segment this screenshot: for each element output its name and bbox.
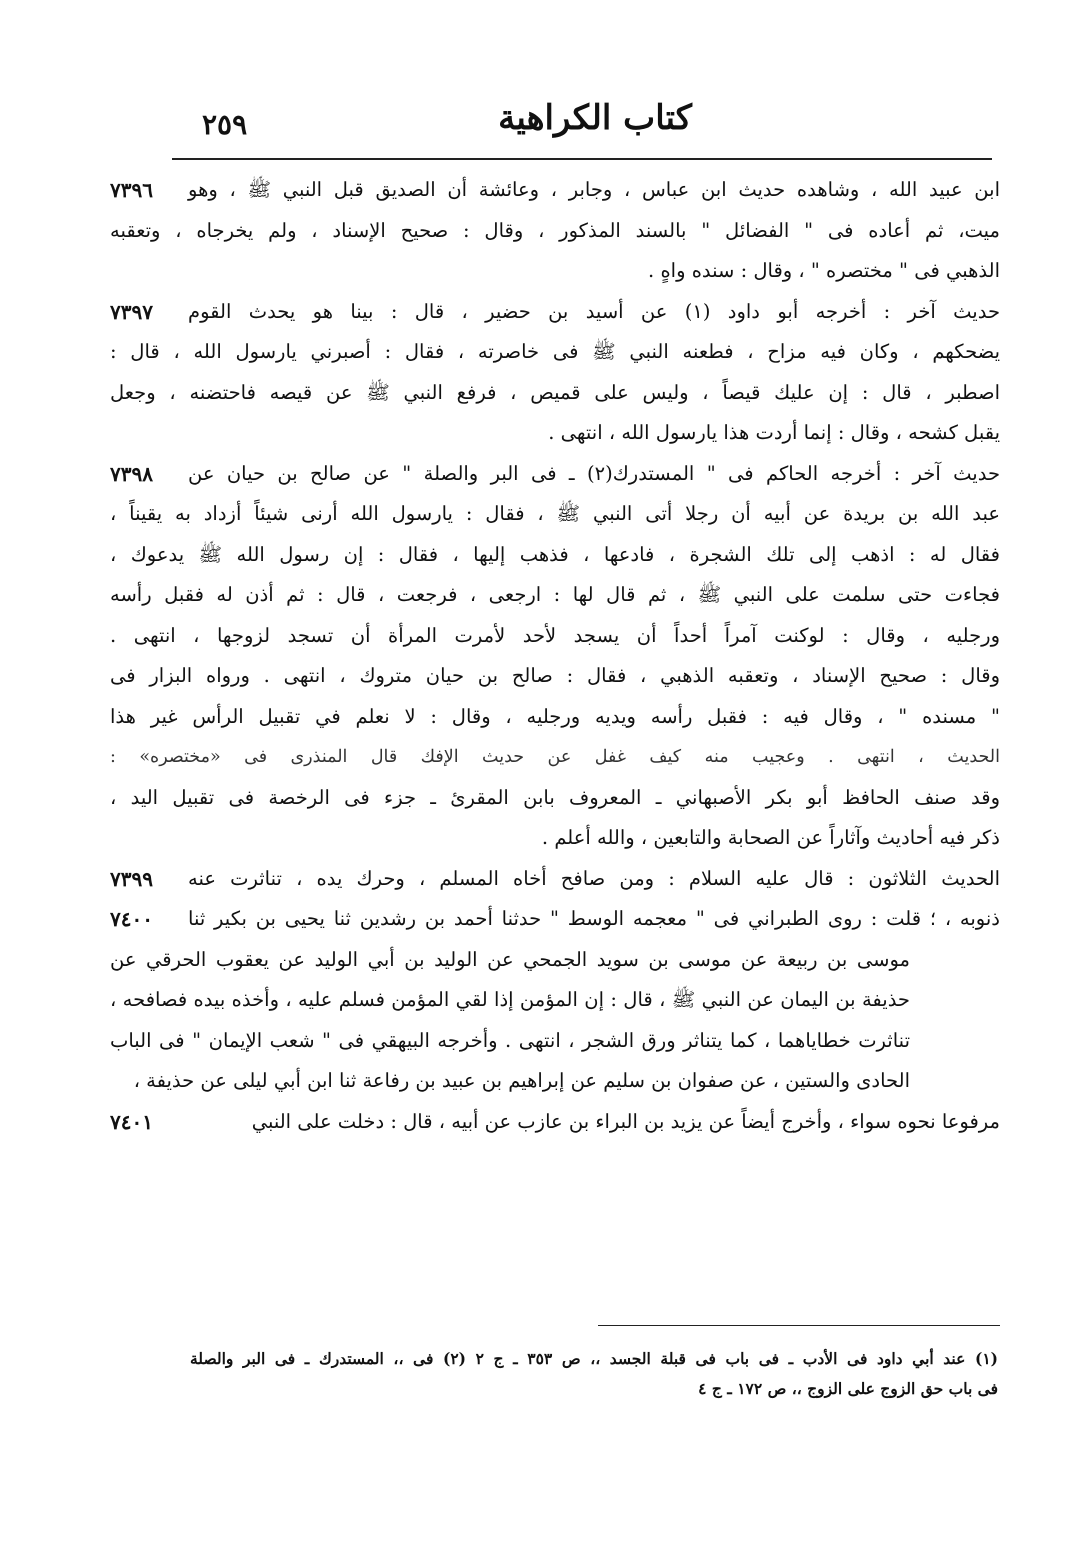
text-line [110,1061,910,1102]
text-line [110,292,1000,333]
line-text: تناثرت خطاياهما ، كما يتناثر ورق الشجر ، انتهى . وأخرجه البيهقي فى " شعب الإيمان " فى الباب [110,1028,910,1052]
line-text: ابن عبيد الله ، وشاهده حديث ابن عباس ، وجابر ، وعائشة أن الصديق قبل النبي ﷺ ، وهو [188,178,1000,201]
text-line [110,170,1000,211]
line-text: اصطبر ، قال : إن عليك قيصاً ، وليس على قميص ، فرفع النبي ﷺ عن قيصه فاحتضنه ، وجعل [110,380,1000,404]
text-line [110,859,1000,900]
line-text: يقبل كشحه ، وقال : إنما أردت هذا يارسول الله ، انتهى . [548,421,1000,444]
footnote-line: فى باب حق الزوج على الزوج ،، ص ١٧٢ ـ ج ٤ [698,1379,998,1398]
line-text: حديث آخر : أخرجه الحاكم فى " المستدرك(٢) ـ فى البر والصلة " عن صالح بن حيان عن [188,461,1000,485]
text-line [110,211,1000,252]
text-line [110,980,910,1021]
hadith-number: ٧٤٠١ [110,1109,153,1134]
line-text: الحادى والستين ، عن صفوان بن سليم عن إبراهيم بن عبيد بن رفاعة ثنا ابن أبي ليلى عن حذيفة ، [133,1069,910,1092]
line-text: حديث آخر : أخرجه أبو داود (١) عن أسيد بن حضير ، قال : بينا هو يحدث القوم [188,299,1000,323]
line-text: " مسنده " ، وقال فيه : فقبل رأسه ويديه ورجليه ، وقال : لا نعلم في تقبيل الرأس غير هذا [110,704,1000,728]
text-line [110,818,1000,859]
header-rule [172,158,992,160]
text-line [110,251,1000,292]
footnote-line: (١) عند أبي داود فى الأدب ـ فى باب فى قبلة الجسد ،، ص ٣٥٣ ـ ج ٢ (٢) فى ،، المستدرك ـ فى البر والصلة [190,1349,998,1368]
line-text: الحديث الثلاثون : قال عليه السلام : ومن صافح أخاه المسلم ، وحرك يده ، تناثرت عنه [188,866,1000,890]
hadith-number: ٧٣٩٧ [110,299,153,324]
line-text: مرفوعا نحوه سواء ، وأخرج أيضاً عن يزيد بن البراء بن عازب عن أبيه ، قال : دخلت على النبي [251,1109,1000,1133]
hadith-number: ٧٣٩٨ [110,461,153,486]
line-text: الحديث ، انتهى . وعجيب منه كيف غفل عن حديث الإفك قال المنذرى فى «مختصره» : [110,747,1000,767]
page-number: ٢٥٩ [202,108,248,141]
text-line [110,697,1000,738]
hadith-number: ٧٤٠٠ [110,907,153,931]
line-text: الذهبي فى " مختصره " ، وقال : سنده واهٍ . [648,259,1000,282]
line-text: ذكر فيه أحاديث وآثاراً عن الصحابة والتابعين ، والله أعلم . [541,826,1000,849]
line-text: وقال : صحيح الإسناد ، وتعقبه الذهبي ، فقال : صالح بن حيان متروك ، انتهى . ورواه البزار فى [110,664,1000,687]
line-text: فقال له : اذهب إلى تلك الشجرة ، فادعها ، فذهب إليها ، فقال : إن رسول الله ﷺ يدعوك ، [110,542,1000,566]
text-line [110,413,1000,454]
line-text: وقد صنف الحافظ أبو بكر الأصبهاني ـ المعروف بابن المقرئ ـ جزء فى الرخصة فى تقبيل اليد ، [110,785,1000,809]
footnotes [190,1344,998,1404]
line-text: عبد الله بن بريدة عن أبيه أن رجلا أتى النبي ﷺ ، فقال : يارسول الله أرنى شيئاً أزداد به يقيناً ، [110,502,1000,525]
page-header [172,96,992,154]
line-text: حذيفة بن اليمان عن النبي ﷺ ، قال : إن المؤمن إذا لقي المؤمن فسلم عليه ، وأخذه بيده فصافحه ، [110,988,910,1011]
text-line [110,494,1000,535]
line-text: ذنوبه ، ؛ قلت : روى الطبراني فى " معجمه الوسط " حدثنا أحمد بن رشدين ثنا يحيى بن بكير ثنا [188,907,1000,930]
chapter-title: كتاب الكراهية [498,98,692,138]
main-text [110,170,1000,1142]
text-line [110,656,1000,697]
footnote-rule [598,1325,1000,1326]
text-line [110,332,1000,373]
text-line [110,575,1000,616]
text-line [110,535,1000,576]
line-text: ورجليه ، وقال : لوكنت آمراً أحداً أن يسجد لأحد لأمرت المرأة أن تسجد لزوجها ، انتهى . [110,623,1000,647]
text-line [110,1102,1000,1143]
hadith-number: ٧٣٩٦ [110,178,153,202]
text-line [110,1021,910,1062]
text-line [110,899,1000,940]
text-line [110,373,1000,414]
text-line [110,616,1000,657]
text-line [110,940,910,981]
text-line [110,737,1000,778]
hadith-number: ٧٣٩٩ [110,866,153,891]
text-line [110,778,1000,819]
text-line [110,454,1000,495]
line-text: ميت، ثم أعاده فى " الفضائل " بالسند المذكور ، وقال : صحيح الإسناد ، ولم يخرجاه ، وتعقبه [110,218,1000,242]
line-text: فجاءت حتى سلمت على النبي ﷺ ، ثم قال لها : ارجعى ، فرجعت ، قال : ثم أذن له فقبل رأسه [110,583,1000,606]
line-text: موسى بن ربيعة عن موسى بن سويد الجمحي عن الوليد بن أبي الوليد عن يعقوب الحرقي عن [110,947,910,971]
line-text: يضحكهم ، وكان فيه مزاح ، فطعنه النبي ﷺ فى خاصرته ، فقال : أصبرني يارسول الله ، قال : [110,340,1000,363]
